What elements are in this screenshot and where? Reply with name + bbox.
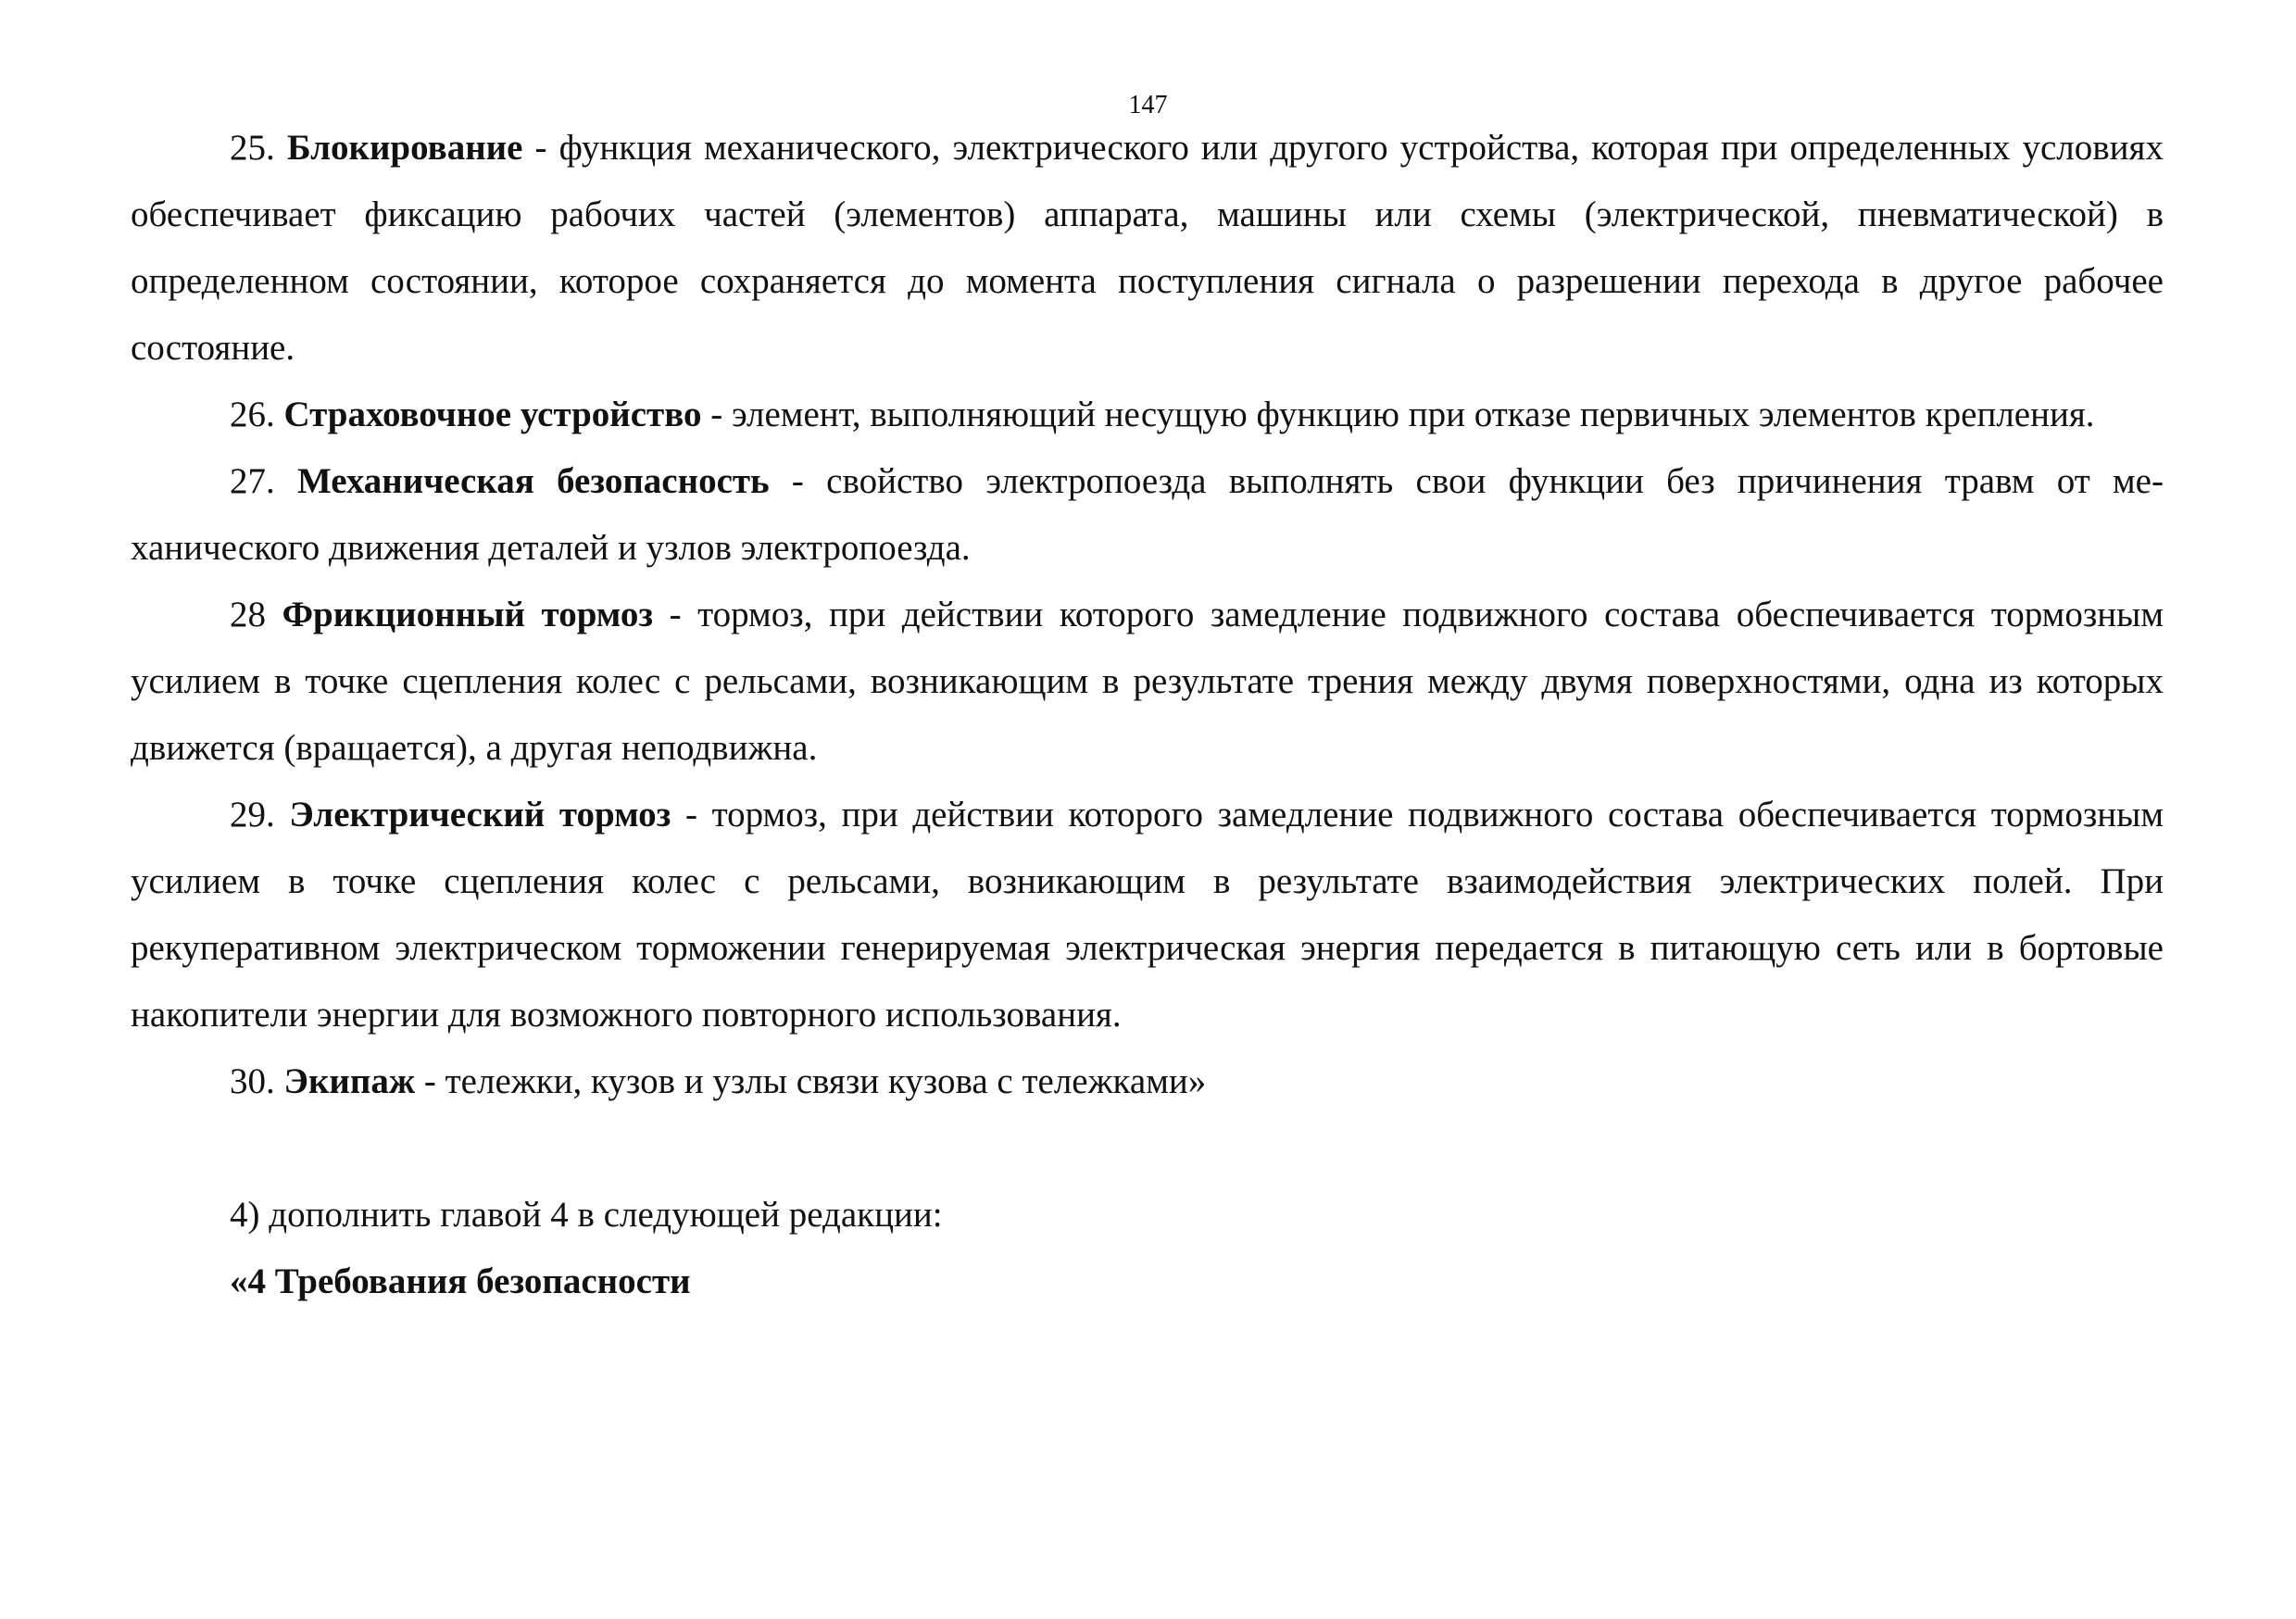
definition-26 (131, 382, 2164, 448)
amendment-instruction: 4) дополнить главой 4 в следующей редакции: (230, 1195, 943, 1235)
definition-27 (131, 448, 2164, 582)
definition-number: 25. (230, 128, 275, 168)
definition-29 (131, 782, 2164, 1048)
page-number: 147 (1128, 91, 1168, 119)
definition-term: Механическая безопасность (297, 461, 770, 501)
definition-text: - элемент, выполняющий несущую функцию при отказе первичных элементов крепления. (701, 395, 2095, 434)
definition-text: - тормоз, при действии которого замедление подвижного состава обеспечивается тормозным усилием в точке сцепления колес с рельсами, возникающим в результате взаимодействия электрических полей. При рекуперативном электрическом торможении генерируемая электрическая энергия передается в питающую сеть или в бортовые накопители энергии для возможного повторного использования. (131, 795, 2164, 1035)
definition-text: - функция механического, электрического или другого устройства, которая при определенных условиях обеспечивает фиксацию рабочих частей (элементов) аппарата, машины или схемы (электрической, пневматической) в определенном состоянии, которое сохраняется до момента поступления сигнала о разрешении перехода в другое рабочее состояние. (131, 128, 2164, 368)
definition-text: - свойство электропоезда выполнять свои функции без причинения травм от механического движения деталей и узлов электропоезда. (131, 461, 2164, 568)
definition-number: 28 (230, 595, 266, 634)
definition-term: Экипаж (283, 1061, 416, 1101)
definition-number: 27. (230, 461, 275, 501)
definition-term: Электрический тормоз (289, 795, 671, 835)
definition-number: 30. (230, 1061, 275, 1101)
definition-text: - тормоз, при действии которого замедление подвижного состава обеспечивается тормозным усилием в точке сцепления колес с рельсами, возникающим в результате трения между двумя поверхностями, одна из которых движется (вращается), а другая неподвижна. (131, 595, 2164, 768)
definition-number: 26. (230, 395, 275, 434)
definition-30 (131, 1048, 2164, 1115)
document-body (131, 115, 2164, 1315)
definition-28 (131, 582, 2164, 782)
definition-term: Фрикционный тормоз (282, 595, 654, 634)
definition-25 (131, 115, 2164, 382)
section-heading: «4 Требования безопасности (230, 1261, 691, 1301)
definition-term: Блокирование (286, 128, 523, 168)
definition-text: - тележки, кузов и узлы связи кузова с тележками» (415, 1061, 1207, 1101)
definition-number: 29. (230, 795, 275, 835)
definition-term: Страховочное устройство (283, 395, 702, 434)
blank-line (131, 1115, 2164, 1182)
